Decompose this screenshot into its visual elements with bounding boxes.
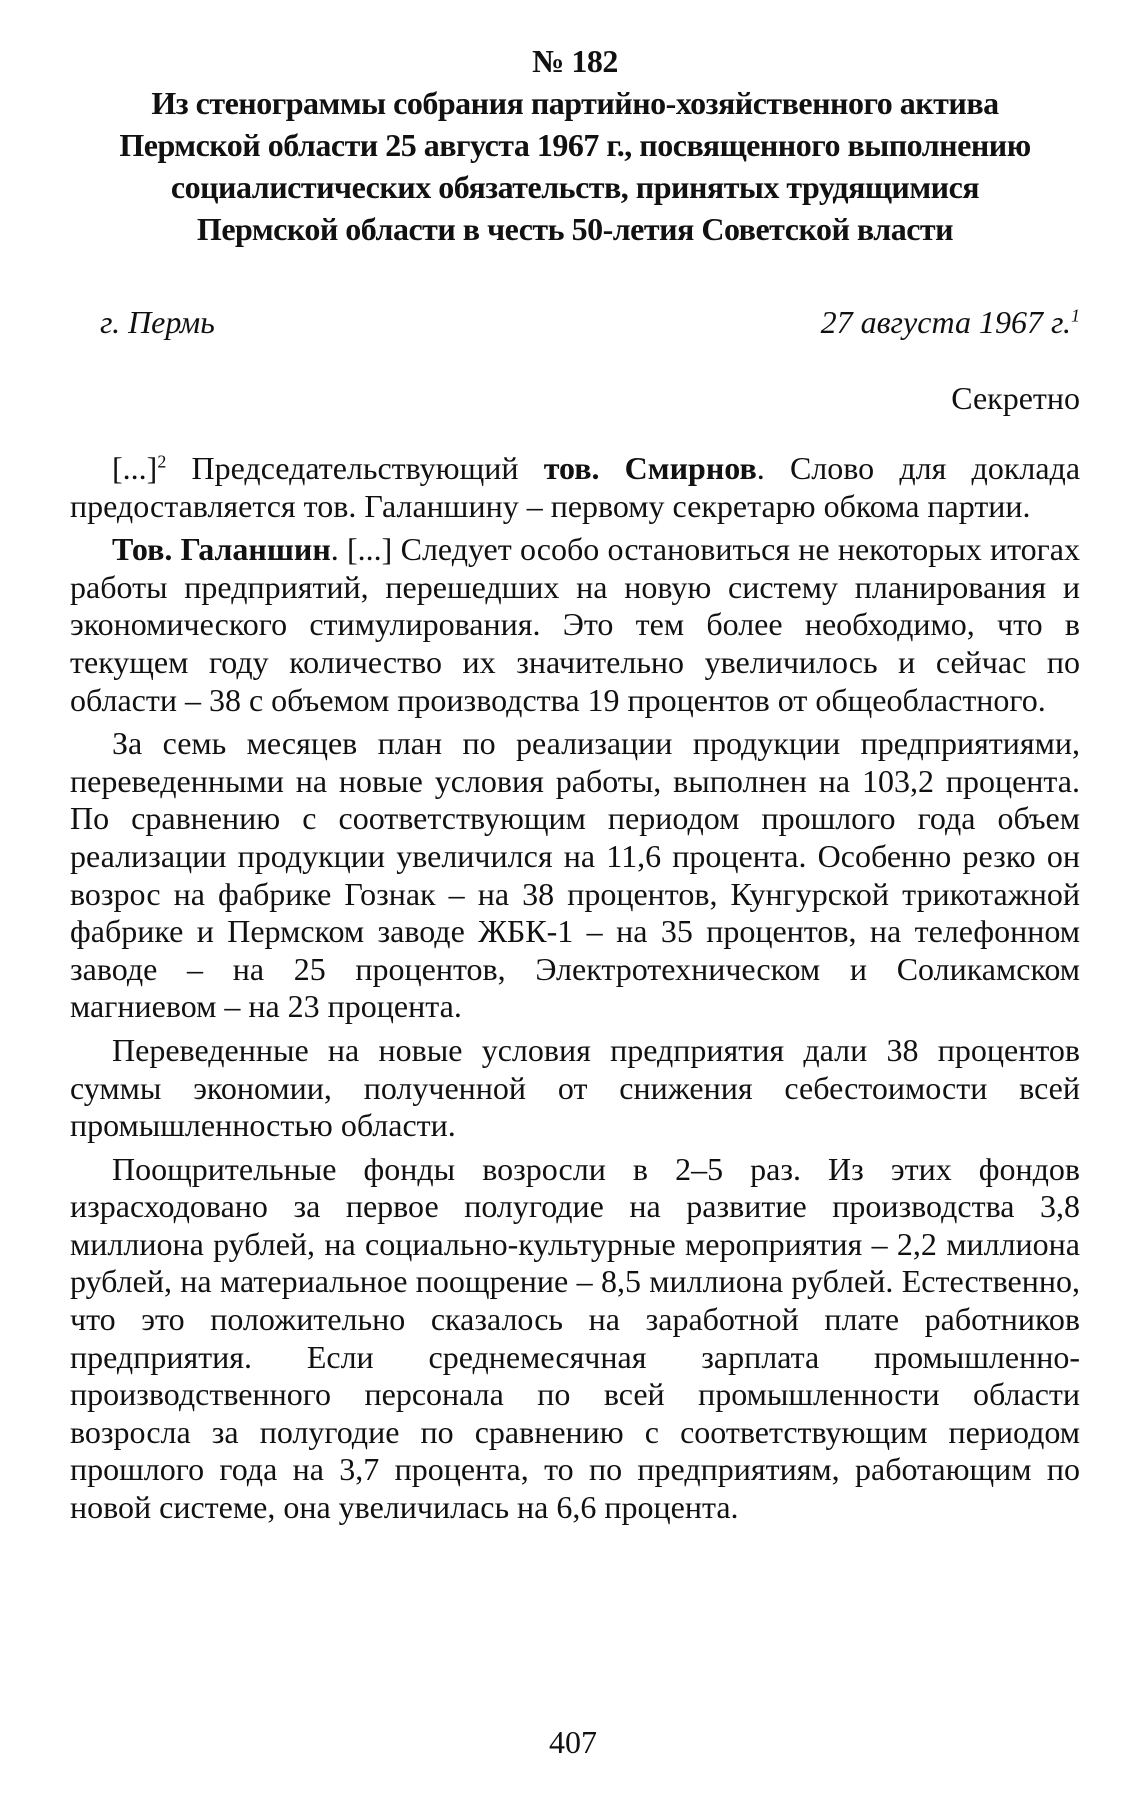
footnote-mark-2: 2 <box>157 451 167 472</box>
paragraph-4: Переведенные на новые условия предприятия дали 38 процентов суммы экономии, полученной от снижения себестоимости всей промышленностью области. <box>70 1031 1080 1144</box>
paragraph-1 <box>70 450 1080 525</box>
paragraph-3: За семь месяцев план по реализации продукции предприятиями, переведенными на новые условия работы, выполнен на 103,2 процента. По сравнению с соответствующим периодом прошлого года объем реализации продукции увеличился на 11,6 процента. Особенно резко он возрос на фабрике Гознак – на 38 процентов, Кунгурской трикотажной фабрике и Пермском заводе ЖБК-1 – на 35 процентов, на телефонном заводе – на 25 процентов, Электротехническом и Соликамском магниевом – на 23 процента. <box>70 725 1080 1025</box>
place-date-row <box>70 302 1080 342</box>
document-date-wrapper <box>821 302 1080 342</box>
document-body <box>70 450 1080 1527</box>
document-heading <box>70 40 1080 250</box>
ellipsis-mark: [...] <box>112 450 158 486</box>
page-number: 407 <box>549 1724 597 1760</box>
paragraph-5: Поощрительные фонды возросли в 2–5 раз. Из этих фондов израсходовано за первое полугодие на развитие производства 3,8 миллиона рублей, на социально-культурные мероприятия – 2,2 миллиона рублей, на материальное поощрение – 8,5 миллиона рублей. Естественно, что это положительно сказалось на заработной плате работников предприятия. Если среднемесячная зарплата промышленно-производственного персонала по всей промышленности области возросла за полугодие по сравнению с соответствующим периодом прошлого года на 3,7 процента, то по предприятиям, работающим по новой системе, она увеличилась на 6,6 процента. <box>70 1150 1080 1526</box>
classification-label: Секретно <box>951 380 1080 416</box>
speaker-chairman: тов. Смирнов <box>543 450 757 486</box>
paragraph-2 <box>70 531 1080 719</box>
document-number: № 182 <box>532 43 618 79</box>
document-title: Из стенограммы собрания партийно-хозяйственного актива Пермской области 25 августа 1967 г., посвященного выполнению социалистических обязательств, принятых трудящимися Пермской области в честь 50-летия Советской власти <box>119 85 1031 247</box>
paragraph-2-text: . [...] Следует особо остановиться не некоторых итогах работы предприятий, перешедших на новую систему планирования и экономического стимулирования. Это тем более необходимо, что в текущем году количество их значительно увеличилось и сейчас по области – 38 с объемом производства 19 процентов от общеобластного. <box>70 531 1081 718</box>
paragraph-1-lead: Председательствующий <box>166 450 544 486</box>
document-page <box>70 40 1080 1533</box>
document-date: 27 августа 1967 г. <box>820 304 1071 340</box>
document-place: г. Пермь <box>100 304 215 340</box>
speaker-galanshin: Тов. Галаншин <box>112 531 331 568</box>
paragraph-1-text: . Слово для доклада предоставляется тов. Галаншину – первому секретарю обкома партии. <box>70 450 1081 524</box>
date-footnote-mark: 1 <box>1071 305 1080 326</box>
